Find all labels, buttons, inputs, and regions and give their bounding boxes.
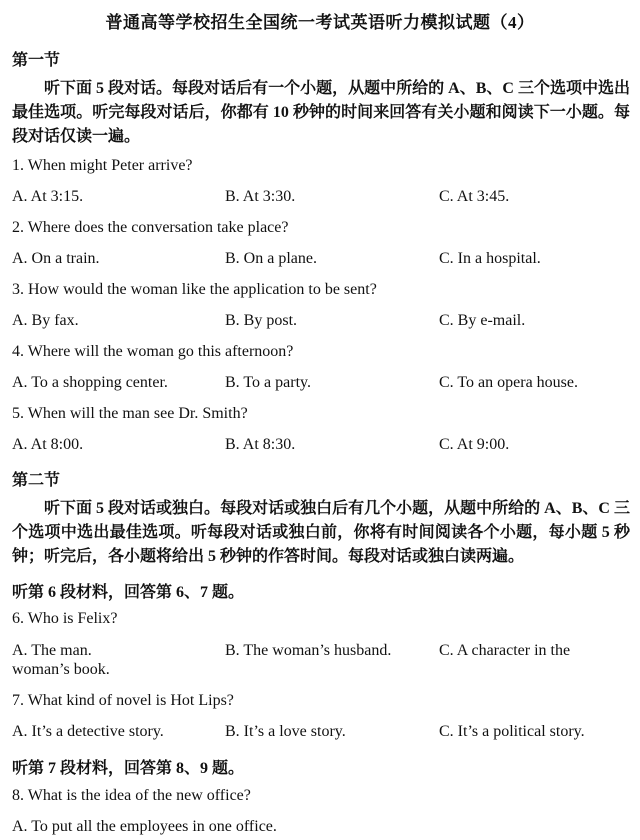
q3-option-a: A. By fax. (12, 312, 79, 329)
section1-instructions: 听下面 5 段对话。每段对话后有一个小题，从题中所给的 A、B、C 三个选项中选出最佳选项。听完每段对话后，你都有 10 秒钟的时间来回答有关小题和阅读下一小题。每段对话仅读一遍。 (12, 80, 630, 145)
question-8: 8. What is the idea of the new office? (12, 787, 251, 804)
q5-option-a: A. At 8:00. (12, 436, 84, 453)
q5-option-b: B. At 8:30. (225, 436, 296, 453)
question-7: 7. What kind of novel is Hot Lips? (12, 692, 234, 709)
section2-instructions: 听下面 5 段对话或独白。每段对话或独白后有几个小题，从题中所给的 A、B、C 三个选项中选出最佳选项。听每段对话或独白前，你将有时间阅读各个小题，每小题 5 秒钟；听完后，各小题将给出 5 秒钟的作答时间。每段对话或独白读两遍。 (12, 500, 630, 565)
q4-option-c: C. To an opera house. (439, 374, 578, 391)
q2-option-a: A. On a train. (12, 250, 100, 267)
q2-option-b: B. On a plane. (225, 250, 317, 267)
q6-option-a: A. The man. (12, 642, 92, 659)
q6-option-c-continued: woman’s book. (12, 661, 110, 678)
question-2: 2. Where does the conversation take place? (12, 219, 289, 236)
question-3: 3. How would the woman like the application to be sent? (12, 281, 377, 298)
q7-option-a: A. It’s a detective story. (12, 723, 164, 740)
question-4: 4. Where will the woman go this afternoon? (12, 343, 294, 360)
q1-option-b: B. At 3:30. (225, 188, 296, 205)
question-6: 6. Who is Felix? (12, 610, 118, 627)
material-6-heading: 听第 6 段材料，回答第 6、7 题。 (12, 584, 245, 601)
material-7-heading: 听第 7 段材料，回答第 8、9 题。 (12, 760, 245, 777)
q1-option-a: A. At 3:15. (12, 188, 84, 205)
q5-option-c: C. At 9:00. (439, 436, 510, 453)
section1-heading: 第一节 (12, 52, 61, 69)
q7-option-c: C. It’s a political story. (439, 723, 585, 740)
q3-option-b: B. By post. (225, 312, 298, 329)
q6-option-c: C. A character in the (439, 642, 571, 659)
q8-option-a: A. To put all the employees in one office. (12, 818, 277, 835)
q3-option-c: C. By e-mail. (439, 312, 526, 329)
q6-option-b: B. The woman’s husband. (225, 642, 392, 659)
question-5: 5. When will the man see Dr. Smith? (12, 405, 248, 422)
page-title: 普通高等学校招生全国统一考试英语听力模拟试题（4） (105, 13, 535, 32)
q1-option-c: C. At 3:45. (439, 188, 510, 205)
q7-option-b: B. It’s a love story. (225, 723, 346, 740)
q4-option-b: B. To a party. (225, 374, 311, 391)
question-1: 1. When might Peter arrive? (12, 157, 193, 174)
q4-option-a: A. To a shopping center. (12, 374, 168, 391)
q2-option-c: C. In a hospital. (439, 250, 541, 267)
section2-heading: 第二节 (12, 472, 61, 489)
